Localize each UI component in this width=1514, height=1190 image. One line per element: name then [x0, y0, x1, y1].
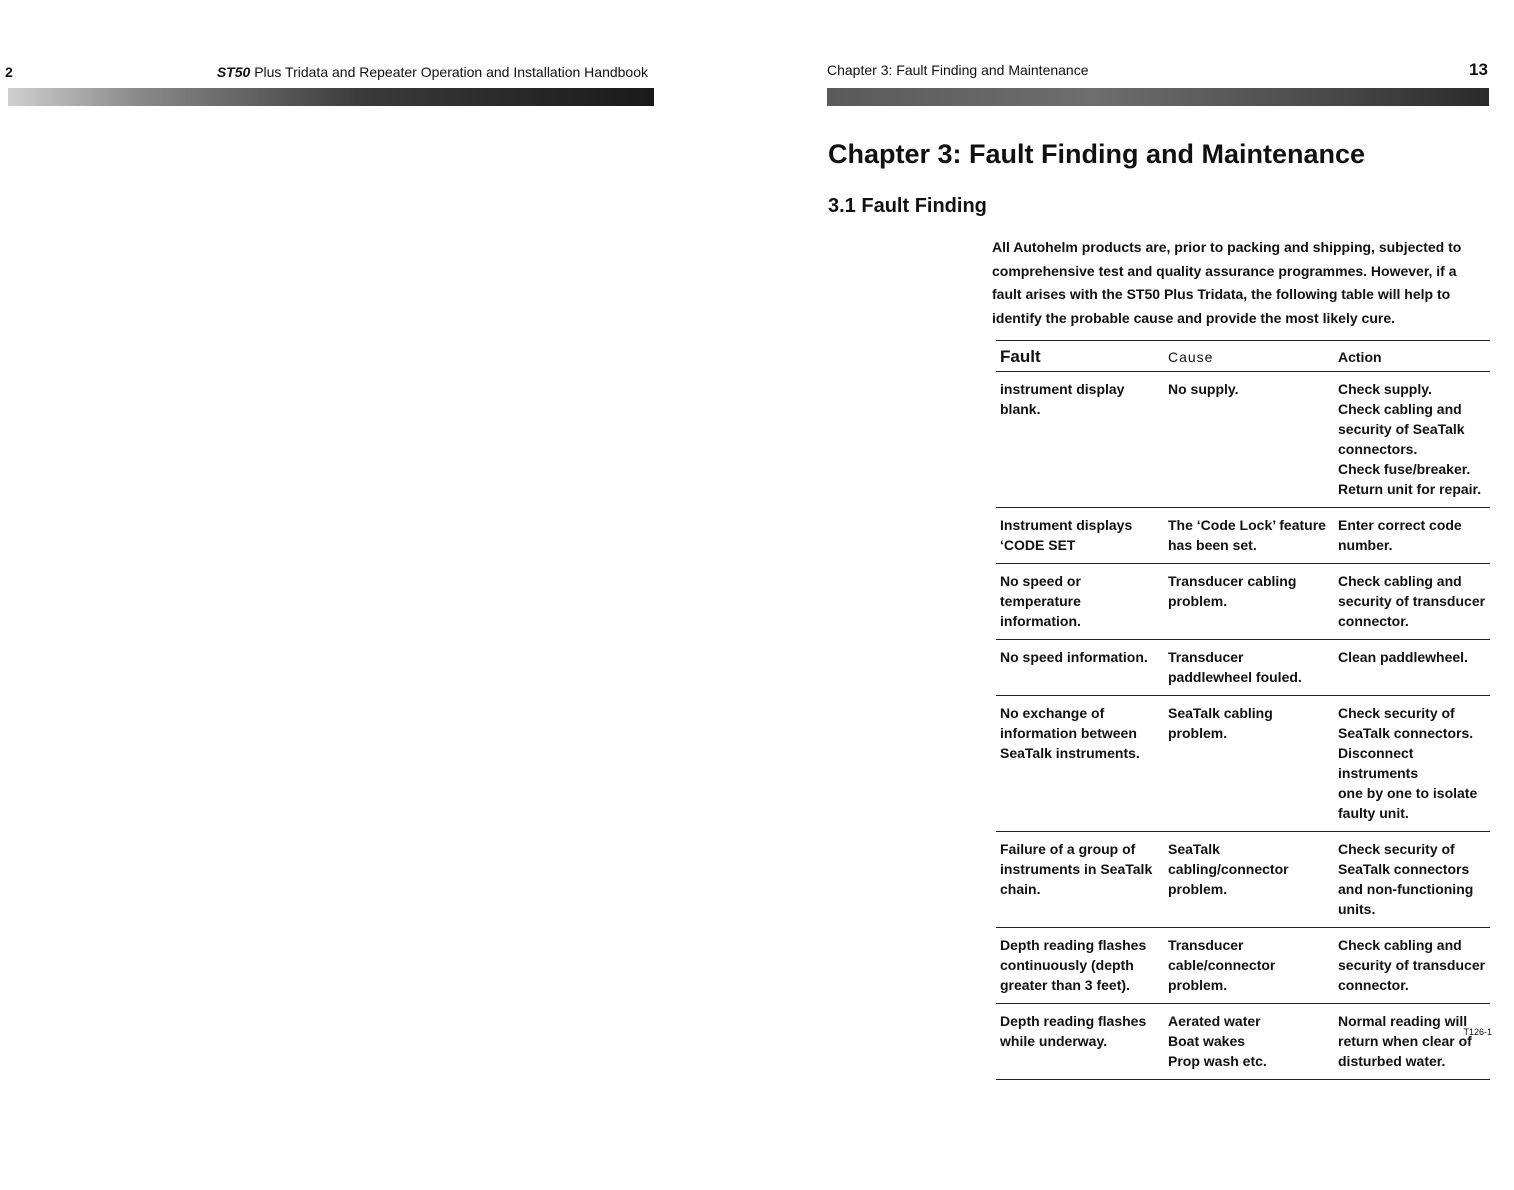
- action-line: SeaTalk connectors.: [1338, 725, 1474, 741]
- fault-table-body: [996, 372, 1490, 1080]
- action-line: connector.: [1338, 977, 1409, 993]
- cause-cell: [1164, 640, 1334, 696]
- table-row: [996, 372, 1490, 508]
- action-cell: [1334, 564, 1490, 640]
- action-cell: [1334, 640, 1490, 696]
- fault-line: instrument display: [1000, 381, 1125, 397]
- cause-cell: [1164, 832, 1334, 928]
- right-page-number: 13: [1469, 60, 1488, 79]
- fault-line: instruments in SeaTalk: [1000, 861, 1153, 877]
- table-row: [996, 508, 1490, 564]
- left-header-bar: [8, 88, 654, 106]
- header-action: Action: [1334, 341, 1490, 372]
- fault-cell: [996, 832, 1164, 928]
- fault-line: continuously (depth: [1000, 957, 1134, 973]
- cause-line: SeaTalk: [1168, 841, 1220, 857]
- action-line: and non-functioning: [1338, 881, 1474, 897]
- fault-cell: [996, 508, 1164, 564]
- fault-line: No speed information.: [1000, 649, 1148, 665]
- cause-line: problem.: [1168, 881, 1228, 897]
- cause-cell: [1164, 1004, 1334, 1080]
- action-line: SeaTalk connectors: [1338, 861, 1470, 877]
- action-line: Return unit for repair.: [1338, 481, 1482, 497]
- right-header-bar: [827, 88, 1489, 106]
- cause-cell: [1164, 372, 1334, 508]
- action-line: units.: [1338, 901, 1376, 917]
- table-row: [996, 1004, 1490, 1080]
- fault-line: No speed or: [1000, 573, 1081, 589]
- action-line: Clean paddlewheel.: [1338, 649, 1468, 665]
- fault-cell: [996, 696, 1164, 832]
- cause-cell: [1164, 696, 1334, 832]
- fault-cell: [996, 1004, 1164, 1080]
- fault-line: greater than 3 feet).: [1000, 977, 1130, 993]
- action-line: Check cabling and: [1338, 573, 1462, 589]
- fault-line: temperature: [1000, 593, 1081, 609]
- fault-line: Depth reading flashes: [1000, 937, 1147, 953]
- action-cell: [1334, 508, 1490, 564]
- cause-line: Transducer: [1168, 649, 1244, 665]
- cause-line: has been set.: [1168, 537, 1257, 553]
- action-line: Enter correct code: [1338, 517, 1462, 533]
- fault-line: Depth reading flashes: [1000, 1013, 1147, 1029]
- fault-cell: [996, 564, 1164, 640]
- action-cell: [1334, 696, 1490, 832]
- section-title: 3.1 Fault Finding: [828, 195, 987, 217]
- action-line: security of transducer: [1338, 957, 1486, 973]
- cause-cell: [1164, 564, 1334, 640]
- fault-line: No exchange of: [1000, 705, 1105, 721]
- cause-line: cabling/connector: [1168, 861, 1289, 877]
- table-row: [996, 696, 1490, 832]
- action-line: Check supply.: [1338, 381, 1432, 397]
- action-line: Check cabling and: [1338, 401, 1462, 417]
- action-cell: [1334, 832, 1490, 928]
- cause-line: problem.: [1168, 593, 1228, 609]
- cause-line: The ‘Code Lock’ feature: [1168, 517, 1326, 533]
- action-line: security of transducer: [1338, 593, 1486, 609]
- action-line: number.: [1338, 537, 1393, 553]
- fault-cell: [996, 640, 1164, 696]
- cause-line: problem.: [1168, 977, 1228, 993]
- action-cell: [1334, 372, 1490, 508]
- action-line: return when clear of: [1338, 1033, 1472, 1049]
- action-line: Normal reading will: [1338, 1013, 1468, 1029]
- cause-cell: [1164, 928, 1334, 1004]
- cause-line: Boat wakes: [1168, 1033, 1246, 1049]
- chapter-title: Chapter 3: Fault Finding and Maintenance: [828, 139, 1366, 169]
- action-line: Disconnect instruments: [1338, 745, 1419, 781]
- cause-line: No supply.: [1168, 381, 1239, 397]
- header-brand: ST50: [216, 64, 251, 80]
- fault-line: chain.: [1000, 881, 1041, 897]
- cause-line: Prop wash etc.: [1168, 1053, 1267, 1069]
- action-line: Check security of: [1338, 705, 1455, 721]
- action-line: disturbed water.: [1338, 1053, 1446, 1069]
- fault-table: [996, 340, 1490, 1080]
- header-cause: Cause: [1164, 341, 1334, 372]
- action-line: connectors.: [1338, 441, 1418, 457]
- left-running-header: [150, 64, 648, 80]
- cause-line: SeaTalk cabling: [1168, 705, 1273, 721]
- fault-line: Failure of a group of: [1000, 841, 1136, 857]
- cause-line: Transducer: [1168, 937, 1244, 953]
- intro-paragraph: All Autohelm products are, prior to packing and shipping, subjected to comprehensive test and quality assurance programmes. However, if a fault arises with the ST50 Plus Tridata, the following table will help to identify the probable cause and provide the most likely cure.: [992, 239, 1462, 326]
- fault-line: while underway.: [1000, 1033, 1108, 1049]
- action-line: one by one to isolate: [1338, 785, 1478, 801]
- fault-line: ‘CODE SET: [1000, 537, 1076, 553]
- header-title: Plus Tridata and Repeater Operation and Installation Handbook: [254, 64, 648, 80]
- table-row: [996, 564, 1490, 640]
- cause-line: Transducer cabling: [1168, 573, 1297, 589]
- fault-line: information.: [1000, 613, 1081, 629]
- fault-line: Instrument displays: [1000, 517, 1133, 533]
- action-line: Check cabling and: [1338, 937, 1462, 953]
- action-line: faulty unit.: [1338, 805, 1409, 821]
- cause-line: Aerated water: [1168, 1013, 1261, 1029]
- cause-line: paddlewheel fouled.: [1168, 669, 1302, 685]
- fault-table-header-row: [996, 341, 1490, 372]
- header-fault: Fault: [996, 341, 1164, 372]
- reference-code: T126-1: [1463, 1027, 1492, 1037]
- left-page-number: 2: [5, 64, 13, 80]
- action-line: connector.: [1338, 613, 1409, 629]
- right-running-header: Chapter 3: Fault Finding and Maintenance: [827, 62, 1089, 78]
- cause-line: cable/connector: [1168, 957, 1276, 973]
- table-row: [996, 640, 1490, 696]
- fault-line: blank.: [1000, 401, 1041, 417]
- action-line: security of SeaTalk: [1338, 421, 1465, 437]
- cause-cell: [1164, 508, 1334, 564]
- action-cell: [1334, 1004, 1490, 1080]
- action-line: Check security of: [1338, 841, 1455, 857]
- cause-line: problem.: [1168, 725, 1228, 741]
- action-cell: [1334, 928, 1490, 1004]
- table-row: [996, 928, 1490, 1004]
- fault-cell: [996, 372, 1164, 508]
- fault-cell: [996, 928, 1164, 1004]
- fault-line: SeaTalk instruments.: [1000, 745, 1140, 761]
- action-line: Check fuse/breaker.: [1338, 461, 1471, 477]
- table-row: [996, 832, 1490, 928]
- fault-line: information between: [1000, 725, 1137, 741]
